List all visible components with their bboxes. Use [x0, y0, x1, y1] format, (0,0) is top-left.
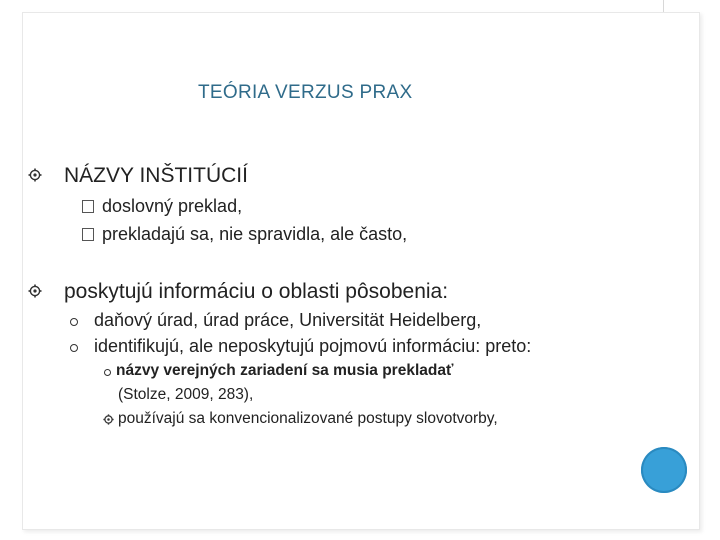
- list-item: identifikujú, ale neposkytujú pojmovú informáciu: preto:: [94, 336, 532, 356]
- gear-icon: [28, 168, 42, 182]
- section-heading-1-text: NÁZVY INŠTITÚCIÍ: [64, 164, 248, 187]
- section-heading-1: [64, 164, 248, 188]
- sub-item-bold: názvy verejných zariadení sa musia prekladať: [116, 362, 454, 379]
- ring-icon: [70, 318, 78, 326]
- decorative-circle: [641, 447, 687, 493]
- list-item: [82, 196, 242, 217]
- section-heading-2: [64, 280, 448, 304]
- ring-icon: [104, 369, 111, 376]
- gear-icon: [103, 414, 114, 425]
- checkbox-icon: [82, 200, 94, 213]
- section-heading-2-text: poskytujú informáciu o oblasti pôsobenia:: [64, 280, 449, 303]
- gear-icon: [28, 284, 42, 298]
- list-item: [82, 224, 407, 245]
- slide-title: TEÓRIA VERZUS PRAX: [198, 82, 413, 103]
- sub-item: používajú sa konvencionalizované postupy slovotvorby,: [118, 410, 498, 427]
- checkbox-icon: [82, 228, 94, 241]
- list-item-text: prekladajú sa, nie spravidla, ale často,: [102, 224, 408, 244]
- sub-item-citation: (Stolze, 2009, 283),: [118, 386, 254, 403]
- list-item-text: doslovný preklad,: [102, 196, 243, 216]
- top-divider: [663, 0, 664, 12]
- list-item: daňový úrad, úrad práce, Universität Heidelberg,: [94, 310, 482, 330]
- ring-icon: [70, 344, 78, 352]
